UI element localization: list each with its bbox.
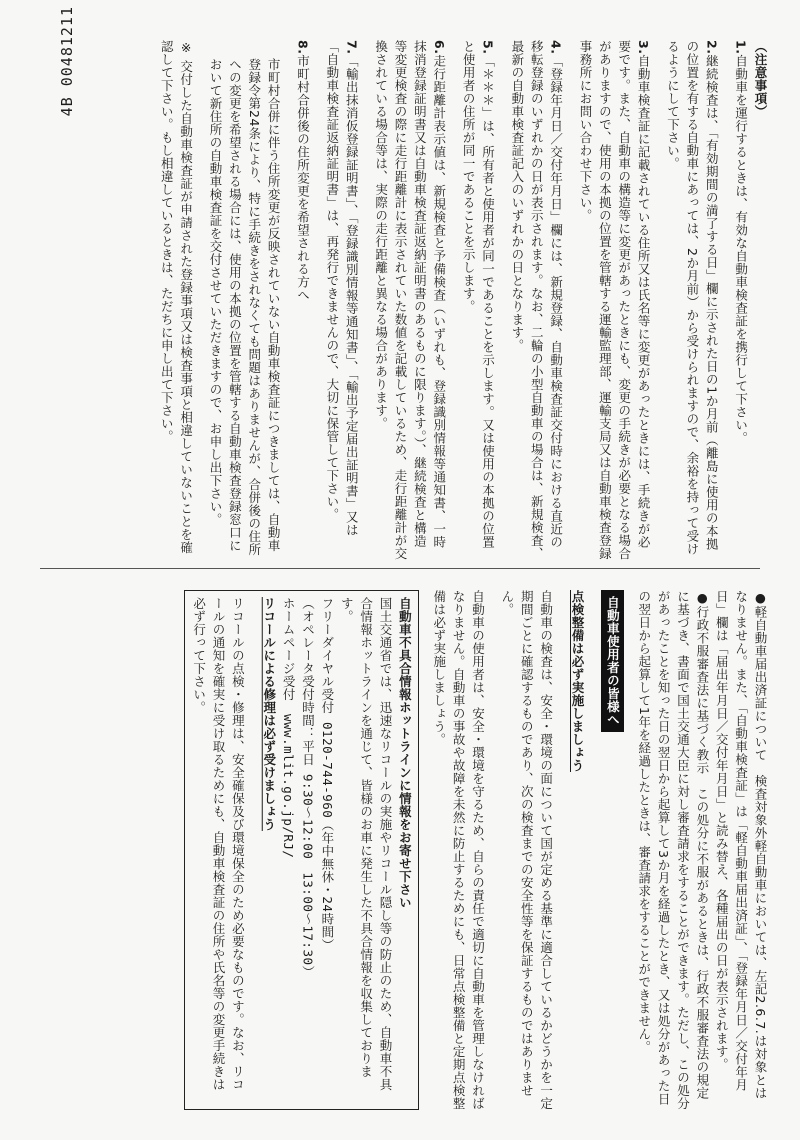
notes-section	[60, 40, 770, 560]
note-item-3	[576, 40, 654, 560]
note-number: 8.	[295, 40, 311, 55]
recall-body: リコールの点検・修理は、安全確保及び環境保全のため必要なものです。なお、リコールの通知を確実に受け取るためにも、自動車検査証の住所や氏名等の変更手続きは必ず行って下さい。	[191, 597, 246, 1091]
note-text: 走行距離計表示値は、新規検査と予備検査（いずれも、登録識別情報等通知書、一時抹消登録証明書又は自動車検査証返納証明書のあるものに限ります。）、継続検査と構造等変更検査の際に走行距離計に表示されていた数値を記載しているため、走行距離計が交換されている場合等は、実際の走行距離と異なる場合があります。	[373, 40, 447, 560]
note-item-1	[731, 40, 750, 560]
note-text: 「輸出抹消仮登録証明書」、「登録識別情報等通知書」、「輸出予定届出証明書」又は「自動車検査証返納証明書」は、再発行できませんので、大切に保管して下さい。	[324, 40, 360, 537]
inspection-body-1: 自動車の検査は、安全・環境の面について国が定める基準に適合しているかどうかを一定期間ごとに確認するものであり、次の検査までの安全性等を保証するものではありません。	[499, 590, 554, 1110]
note-text: 自動車検査証に記載されている住所又は氏名等に変更があったときには、手続きが必要です。また、自動車の構造等に変更があったときにも、変更の手続きが必要となる場合がありますので、使用の本拠の位置を管轄する運輸監理部、運輸支局又は自動車検査登録事務所にお問い合わせ下さい。	[578, 40, 652, 560]
note-item-8	[293, 40, 312, 560]
inspection-body-2: 自動車の使用者は、安全・環境を守るため、自らの責任で適切に自動車を管理しなければなりません。自動車の事故や故障を未然に防止するためにも、日常点検整備と定期点検整備は必ず実施しましょう。	[431, 590, 486, 1110]
note-text: 市町村合併後の住所変更を希望される方へ	[295, 54, 311, 302]
note-number: 3.	[636, 40, 652, 55]
users-section	[50, 590, 770, 1110]
operator-hours: （オペレータ受付時間：平日 9:30～12:00 13:00～17:30）	[300, 597, 316, 979]
note-number: 1.	[733, 40, 749, 55]
note-text: 自動車を運行するときは、有効な自動車検査証を携行して下さい。	[733, 54, 749, 445]
inspection-heading: 点検整備は必ず実施しましょう	[570, 590, 585, 772]
note-number: 4.	[548, 40, 564, 55]
note-number: 2.	[704, 40, 720, 55]
appeal-note: ●行政不服審査法に基づく教示 この処分に不服があるときは、行政不服審査法の規定に基づき、書面で国土交通大臣に対し審査請求をすることができます。ただし、この処分があったことを知った日の翌日から起算して3か月を経過したとき、又は処分があった日の翌日から起算して1年を経過したときは、審査請求をすることができません。	[636, 590, 710, 1110]
note-item-2	[663, 40, 721, 560]
recall-heading: リコールによる修理は必ず受けましょう	[261, 597, 277, 831]
section-divider	[40, 568, 760, 569]
serial-number: 4B 00481211	[58, 6, 76, 117]
note-number: 7.	[344, 40, 360, 55]
notes-heading: （注意事項）	[753, 40, 768, 118]
note-text: 「＊＊＊」は、所有者と使用者が同一であることを示します。又は使用の本拠の位置と使用者の住所が同一であることを示します。	[461, 40, 496, 549]
note-item-8-body: 市町村合併に伴う住所変更が反映されていない自動車検査証につきましては、自動車登録令第24条により、特に手続きをされなくても問題はありませんが、合併後の住所への変更を希望される場合には、使用の本拠の位置を管轄する自動車検査登録窓口において新住所の自動車検査証を交付させていただきますので、お申し出下さい。	[208, 58, 282, 556]
note-item-5	[459, 40, 498, 560]
hotline-body: 国土交通省では、迅速なリコールの実施やリコール隠し等の防止のため、自動車不具合情報ホットラインを通じて、皆様のお車に発生した不具合情報を収集しております。	[339, 597, 393, 1091]
freedial-text: フリーダイヤル受付 0120-744-960（年中無休・24時間）	[319, 597, 335, 952]
note-text: 継続検査は、「有効期間の満了する日」欄に示された日の1か月前（離島に使用の本拠の位置を有する自動車にあっては、2か月前）から受けられますので、余裕を持って受けるようにして下さい。	[665, 40, 720, 556]
note-item-7	[323, 40, 362, 560]
note-number: 6.	[431, 40, 447, 55]
asterisk-note: ※ 交付した自動車検査証が申請された登録事項又は検査事項と相違していないことを確認して下さい。もし相違しているときは、ただちに申し出て下さい。	[159, 40, 194, 554]
note-number: 5.	[480, 40, 496, 55]
users-banner: 自動車使用者の皆様へ	[601, 590, 624, 732]
note-item-6	[371, 40, 449, 560]
hotline-heading: 自動車不具合情報ホットラインに情報をお寄せ下さい	[397, 597, 413, 909]
note-item-4	[508, 40, 566, 560]
homepage-text: ホームページ受付 www.mlit.go.jp/RJ/	[281, 597, 297, 859]
kei-note: ●軽自動車届出済証について 検査対象外軽自動車においては、左記2.6.7.は対象とはなりません。また、「自動車検査証」は「軽自動車届出済証」、「登録年月日／交付年月日」欄は「届出年月日／交付年月日」と読み替え、各種届出の日が表示されます。	[714, 590, 768, 1100]
note-text: 「登録年月日／交付年月日」欄には、新規登録、自動車検査証交付時における直近の移転登録のいずれかの日が表示されます。なお、二輪の小型自動車の場合は、新規検査、最新の自動車検査証記入のいずれかの日となります。	[509, 40, 564, 560]
hotline-box	[184, 590, 419, 1110]
